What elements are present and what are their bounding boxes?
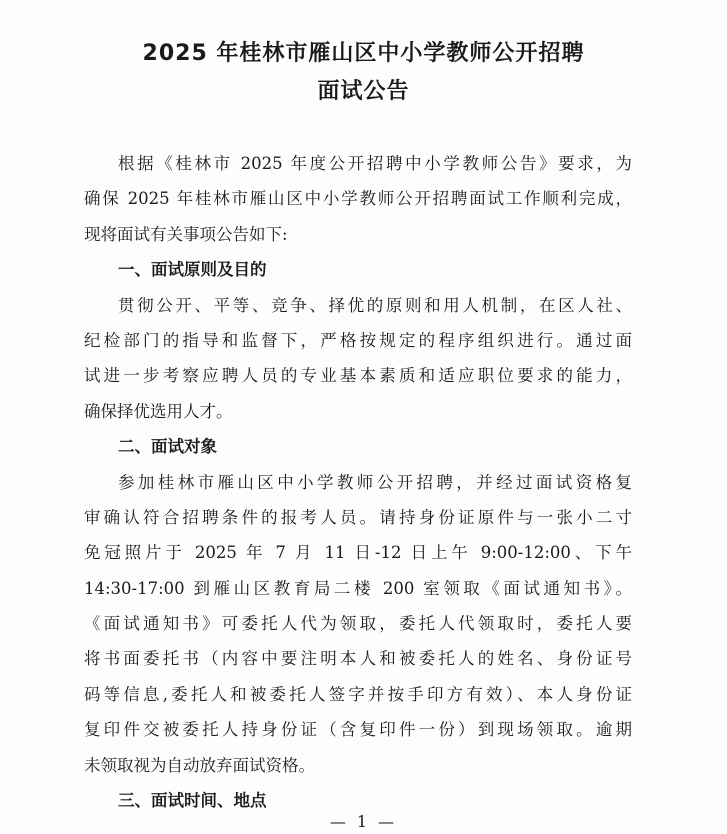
paragraph-line: 14:30-17:00 到雁山区教育局二楼 200 室领取《面试通知书》。 <box>84 578 632 598</box>
paragraph-line: 纪检部门的指导和监督下，严格按规定的程序组织进行。通过面 <box>84 330 632 350</box>
paragraph-line: 审确认符合招聘条件的报考人员。请持身份证原件与一张小二寸 <box>84 507 632 527</box>
paragraph-line: 试进一步考察应聘人员的专业基本素质和适应职位要求的能力， <box>84 366 632 386</box>
document-title-line-2: 面试公告 <box>317 79 410 104</box>
page-number: — 1 — <box>329 812 398 831</box>
paragraph-line: 贯彻公开、平等、竞争、择优的原则和用人机制，在区人社、 <box>118 295 632 315</box>
paragraph-line: 免冠照片于 2025 年 7 月 11 日-12 日上午 9:00-12:00、下午 <box>84 543 632 563</box>
paragraph-line: 参加桂林市雁山区中小学教师公开招聘，并经过面试资格复 <box>118 472 632 492</box>
paragraph-line: 复印件交被委托人持身份证（含复印件一份）到现场领取。逾期 <box>84 720 632 740</box>
document-title-line-1: 2025 年桂林市雁山区中小学教师公开招聘 <box>142 41 585 66</box>
document-body <box>84 146 632 818</box>
section-heading: 三、面试时间、地点 <box>118 791 267 811</box>
paragraph-line: 将书面委托书（内容中要注明本人和被委托人的姓名、身份证号 <box>84 649 632 669</box>
paragraph-line: 《面试通知书》可委托人代为领取，委托人代领取时，委托人要 <box>84 614 632 634</box>
section-heading: 一、面试原则及目的 <box>118 260 267 280</box>
paragraph-line: 确保择优选用人才。 <box>84 401 233 421</box>
paragraph-line: 根据《桂林市 2025 年度公开招聘中小学教师公告》要求，为 <box>118 154 632 173</box>
section-heading: 二、面试对象 <box>118 437 217 457</box>
paragraph-line: 未领取视为自动放弃面试资格。 <box>84 755 315 775</box>
paragraph-line: 码等信息,委托人和被委托人签字并按手印方有效）、本人身份证 <box>84 684 632 704</box>
paragraph-line: 现将面试有关事项公告如下: <box>84 224 288 244</box>
paragraph-line: 确保 2025 年桂林市雁山区中小学教师公开招聘面试工作顺利完成， <box>84 189 632 209</box>
